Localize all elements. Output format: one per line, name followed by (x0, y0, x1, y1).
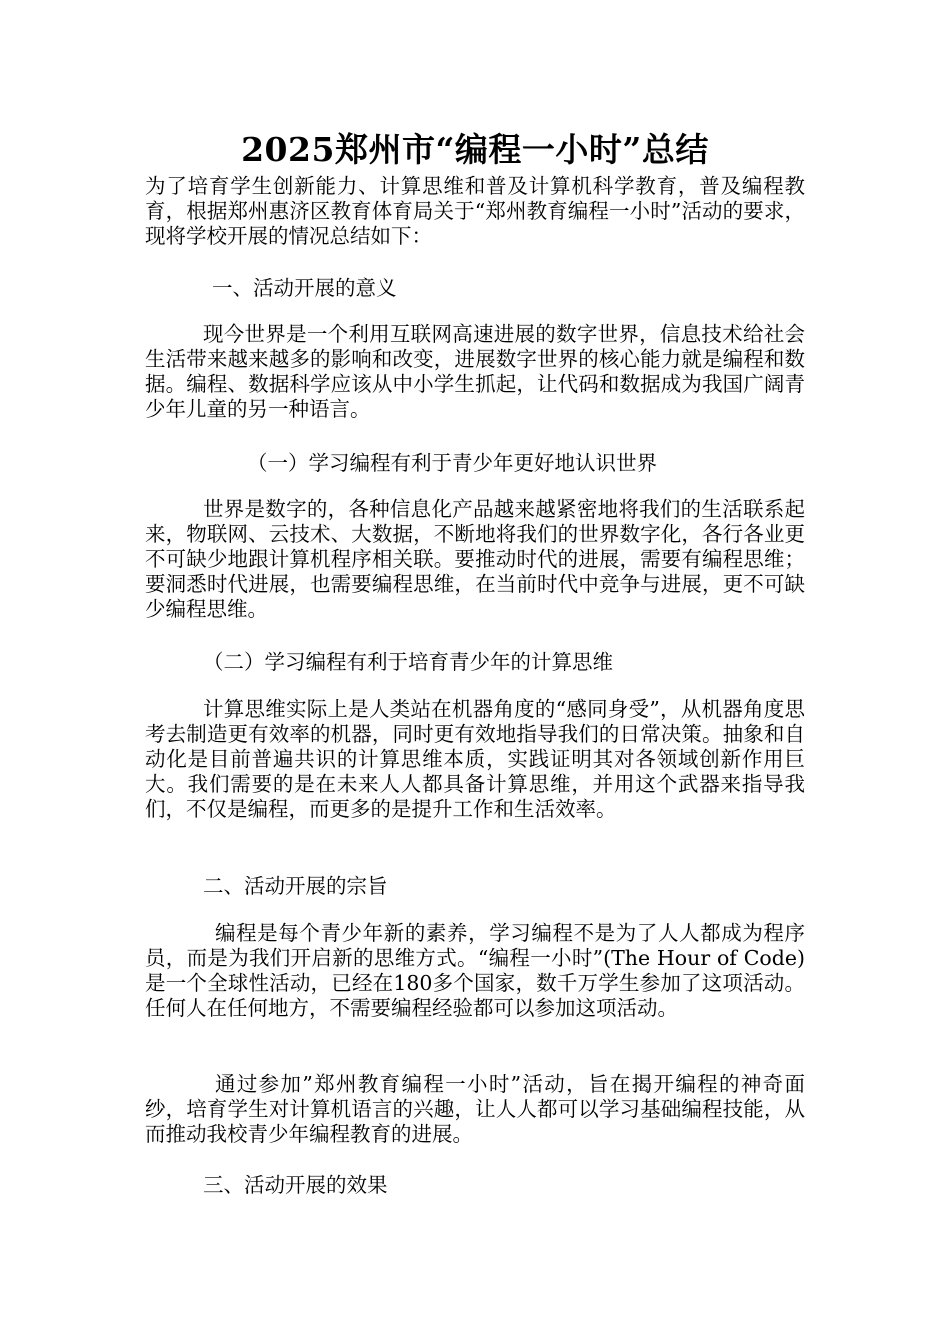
subsection-2-paragraph: 计算思维实际上是人类站在机器角度的“感同身受”，从机器角度思考去制造更有效率的机器，同时更有效地指导我们的日常决策。抽象和自动化是目前普遍共识的计算思维本质，实践证明其对各领域创新作用巨大。我们需要的是在未来人人都具备计算思维，并用这个武器来指导我们，不仅是编程，而更多的是提升工作和生活效率。 (145, 697, 805, 821)
subsection-1-paragraph: 世界是数字的，各种信息化产品越来越紧密地将我们的生活联系起来，物联网、云技术、大数据，不断地将我们的世界数字化，各行各业更不可缺少地跟计算机程序相关联。要推动时代的进展，需要有编程思维；要洞悉时代进展，也需要编程思维，在当前时代中竞争与进展，更不可缺少编程思维。 (145, 497, 805, 621)
section-heading-2: 二、活动开展的宗旨 (203, 874, 388, 898)
section-2-paragraph-1: 编程是每个青少年新的素养，学习编程不是为了人人都成为程序员，而是为我们开启新的思维方式。“编程一小时”(The Hour of Code)是一个全球性活动，已经在180多个国家，数千万学生参加了这项活动。任何人在任何地方，不需要编程经验都可以参加这项活动。 (145, 921, 805, 1020)
subsection-heading-2: （二）学习编程有利于培育青少年的计算思维 (203, 650, 613, 674)
section-2-paragraph-2: 通过参加”郑州教育编程一小时”活动，旨在揭开编程的神奇面纱，培育学生对计算机语言的兴趣，让人人都可以学习基础编程技能，从而推动我校青少年编程教育的进展。 (145, 1072, 805, 1146)
intro-paragraph: 为了培育学生创新能力、计算思维和普及计算机科学教育，普及编程教育，根据郑州惠济区教育体育局关于“郑州教育编程一小时”活动的要求，现将学校开展的情况总结如下： (145, 174, 805, 248)
section-heading-3: 三、活动开展的效果 (203, 1173, 388, 1197)
subsection-heading-1: （一）学习编程有利于青少年更好地认识世界 (247, 451, 657, 475)
section-heading-1: 一、活动开展的意义 (212, 276, 397, 300)
section-1-paragraph: 现今世界是一个利用互联网高速进展的数字世界，信息技术给社会生活带来越来越多的影响和改变，进展数字世界的核心能力就是编程和数据。编程、数据科学应该从中小学生抓起，让代码和数据成为我国广阔青少年儿童的另一种语言。 (145, 322, 805, 421)
document-title: 2025郑州市“编程一小时”总结 (241, 130, 709, 169)
